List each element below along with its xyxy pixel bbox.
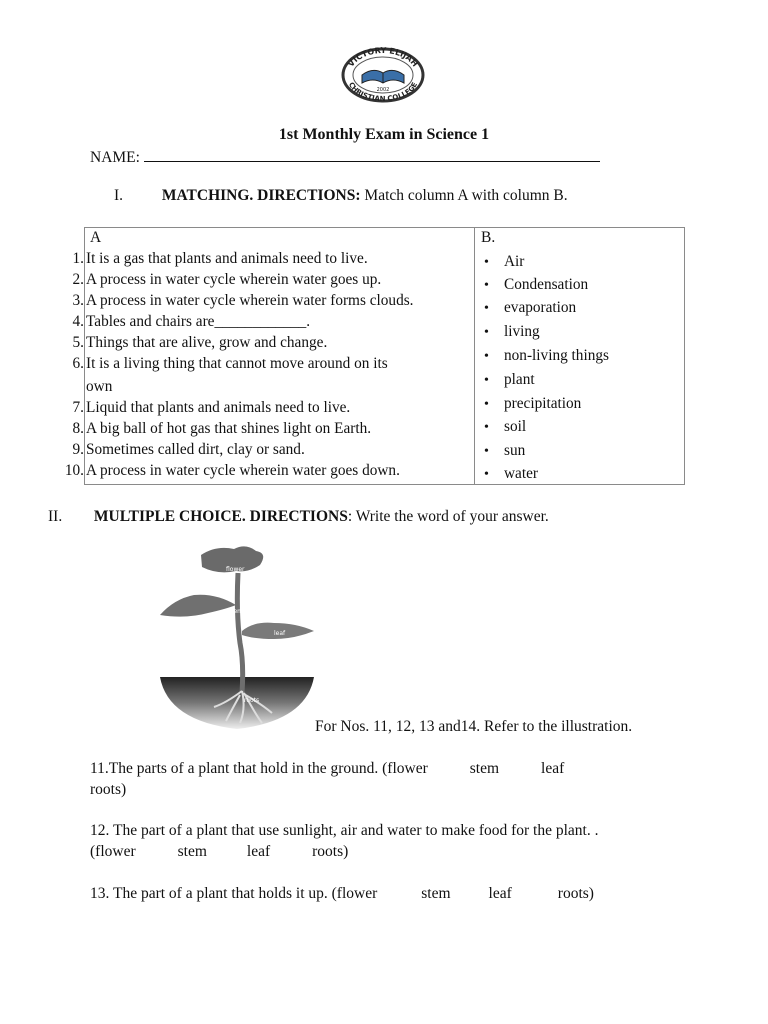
item-text: Things that are alive, grow and change.	[86, 334, 328, 351]
item-text: Liquid that plants and animals need to live.	[86, 399, 351, 416]
item-number: 3.	[72, 292, 84, 309]
item-text: It is a living thing that cannot move around on its	[86, 355, 388, 372]
item-text: living	[504, 323, 540, 340]
choice: leaf	[488, 885, 512, 902]
refer-instruction: For Nos. 11, 12, 13 and14. Refer to the illustration.	[315, 718, 633, 735]
item-text: soil	[504, 418, 527, 435]
column-a-item	[56, 441, 476, 459]
item-number: 6.	[72, 355, 84, 372]
item-number: 2.	[72, 271, 84, 288]
item-number: 1.	[72, 250, 84, 267]
choice: leaf	[541, 760, 565, 777]
choice: roots)	[557, 885, 594, 902]
item-text: It is a gas that plants and animals need to live.	[86, 250, 368, 267]
column-b-item	[484, 276, 588, 294]
item-number: 7.	[72, 399, 84, 416]
item-number: 9.	[72, 441, 84, 458]
item-text: A process in water cycle wherein water goes up.	[86, 271, 382, 288]
name-field[interactable]	[90, 147, 600, 167]
item-number: 8.	[72, 420, 84, 437]
choice: stem	[469, 760, 500, 777]
item-text: Condensation	[504, 276, 589, 293]
item-number: 10.	[64, 462, 84, 479]
school-logo	[338, 45, 428, 105]
name-label: NAME:	[90, 149, 140, 166]
item-number: 4.	[72, 313, 84, 330]
column-b-label: B.	[481, 229, 496, 246]
column-a-item	[56, 462, 476, 480]
svg-text:2002: 2002	[376, 87, 390, 93]
bullet-icon: •	[484, 467, 489, 482]
column-b-item	[484, 371, 535, 389]
question-12: 12. The part of a plant that use sunlight, air and water to make food for the plant. .	[90, 822, 599, 839]
column-b-item	[484, 253, 524, 271]
plant-illustration	[156, 543, 318, 733]
question-text: 11.The parts of a plant that hold in the ground. (flower	[90, 760, 428, 777]
question-11	[90, 760, 690, 778]
bullet-icon: •	[484, 397, 489, 412]
item-text: own	[86, 378, 113, 395]
bullet-icon: •	[484, 373, 489, 388]
section-number: II.	[48, 508, 63, 525]
section-multiple-choice-heading	[48, 508, 549, 526]
item-text: Tables and chairs are____________.	[86, 313, 311, 330]
choice: stem	[177, 843, 207, 860]
question-11-cont: roots)	[90, 781, 127, 798]
column-a-item	[56, 271, 476, 289]
item-text: non-living things	[504, 347, 609, 364]
section-heading: MULTIPLE CHOICE. DIRECTIONS	[93, 508, 348, 525]
label-leaf: leaf	[274, 630, 286, 637]
column-b-item	[484, 323, 540, 341]
label-stem: stem	[228, 608, 244, 615]
item-number: 5.	[72, 334, 84, 351]
bullet-icon: •	[484, 278, 489, 293]
bullet-icon: •	[484, 349, 489, 364]
section-matching-heading	[114, 187, 568, 205]
item-text: plant	[504, 371, 535, 388]
item-text: A process in water cycle wherein water forms clouds.	[86, 292, 414, 309]
item-text: water	[504, 465, 538, 482]
item-text: evaporation	[504, 299, 577, 316]
svg-text:VICTORY ELIJAH: VICTORY ELIJAH	[346, 45, 420, 69]
section-heading: MATCHING. DIRECTIONS:	[161, 187, 361, 204]
column-a-item	[56, 313, 476, 331]
name-blank-line[interactable]	[144, 147, 600, 162]
column-b-item	[484, 347, 609, 365]
choice: leaf	[246, 843, 271, 860]
column-a-item	[56, 399, 476, 417]
choice: stem	[421, 885, 451, 902]
column-a-item	[56, 292, 476, 310]
column-a-item	[56, 250, 476, 268]
question-text: 13. The part of a plant that holds it up. (flower	[90, 885, 378, 902]
section-number: I.	[114, 187, 124, 204]
column-b-item	[484, 465, 538, 483]
item-text: A process in water cycle wherein water goes down.	[86, 462, 400, 479]
section-instruction: Match column A with column B.	[360, 187, 568, 204]
column-b-item	[484, 299, 576, 317]
bullet-icon: •	[484, 301, 489, 316]
section-instruction: : Write the word of your answer.	[347, 508, 549, 525]
label-flower: flower	[226, 566, 245, 573]
question-12-choices	[90, 843, 690, 861]
question-13	[90, 885, 690, 903]
choice: (flower	[90, 843, 136, 860]
column-b-item	[484, 442, 525, 460]
item-text: sun	[504, 442, 526, 459]
exam-title: 1st Monthly Exam in Science 1	[278, 126, 490, 143]
item-text: precipitation	[504, 395, 582, 412]
choice: roots)	[312, 843, 349, 860]
column-b-item	[484, 418, 526, 436]
column-b-item	[484, 395, 581, 413]
bullet-icon: •	[484, 420, 489, 435]
item-text: A big ball of hot gas that shines light on Earth.	[86, 420, 372, 437]
column-a-item	[56, 334, 476, 352]
bullet-icon: •	[484, 325, 489, 340]
column-a-item	[56, 355, 476, 373]
svg-text:CHRISTIAN COLLEGE: CHRISTIAN COLLEGE	[346, 81, 420, 104]
item-text: Air	[504, 253, 525, 270]
item-text: Sometimes called dirt, clay or sand.	[86, 441, 305, 458]
label-roots: roots	[244, 697, 260, 704]
column-a-label: A	[90, 229, 102, 246]
bullet-icon: •	[484, 255, 489, 270]
bullet-icon: •	[484, 444, 489, 459]
column-a-item	[56, 378, 476, 396]
column-a-item	[56, 420, 476, 438]
